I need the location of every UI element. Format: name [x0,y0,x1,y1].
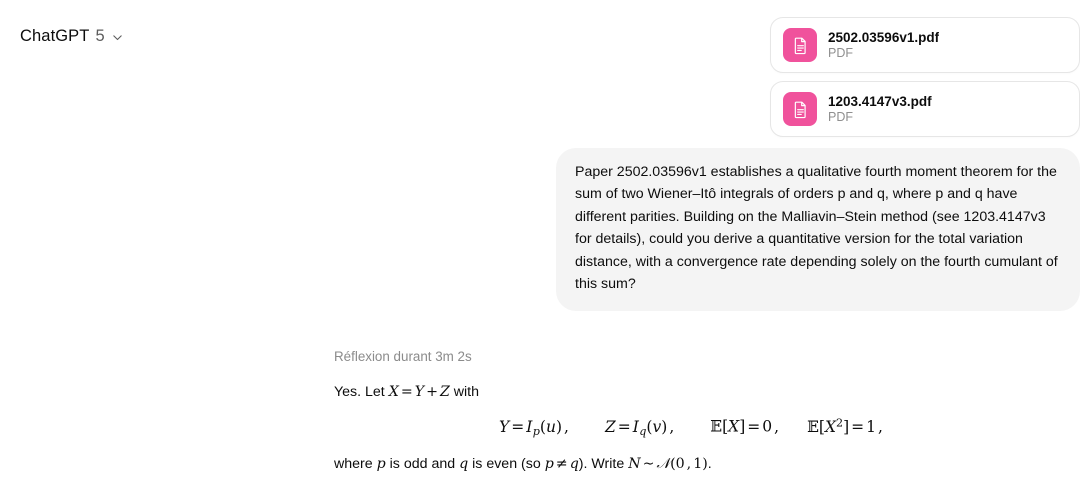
attachment-card[interactable] [770,81,1080,137]
attachment-filename: 2502.03596v1.pdf [828,30,940,45]
model-name-label: ChatGPT [20,26,90,45]
assistant-message [331,349,1050,476]
assistant-paragraph-2 [334,453,1050,476]
assistant-text-period: . [707,456,712,473]
assistant-text-write: ). Write [578,456,625,473]
attachment-list [331,0,1080,137]
inline-math-p-neq-q: p ≠ q [544,456,579,473]
attachment-card[interactable] [770,17,1080,73]
pdf-document-icon [783,28,817,62]
model-switcher-button[interactable] [12,21,131,52]
attachment-filetype: PDF [828,110,853,124]
inline-math-n-normal: N ∼ 𝒩(0 , 1) [628,456,708,473]
inline-math-p: p [376,456,386,473]
display-math-definitions: $Y = I_p(u)$ , $Z = I_q(v)$ , 𝔼[X] = 0 , $𝔼[X^2] = 1$ , [499,416,883,439]
assistant-text-prefix: Yes. Let [334,383,385,400]
user-message-bubble: Paper 2502.03596v1 establishes a qualitative fourth moment theorem for the sum of two Wiener–Itô integrals of orders p and q, where p and q have different parities. Building on the Malliavin–Stein method (see 1203.4147v3 for details), could you derive a quantitative version for the total variation distance, with a convergence rate depending solely on the fourth cumulant of this sum? [556,148,1080,311]
inline-math-x-eq-y-plus-z: X = Y + Z [388,383,450,400]
assistant-text-suffix: with [453,383,480,400]
chevron-down-icon [112,32,123,43]
assistant-text-where: where [334,456,373,473]
attachment-filename: 1203.4147v3.pdf [828,94,932,109]
assistant-text-is-odd: is odd and [389,456,456,473]
conversation-thread [331,0,1080,489]
attachment-meta [828,94,932,124]
assistant-paragraph-1 [334,381,1050,404]
attachment-filetype: PDF [828,46,853,60]
user-message-row [331,148,1080,311]
pdf-document-icon [783,92,817,126]
model-version-label: 5 [95,26,105,45]
inline-math-q: q [459,456,469,473]
attachment-meta [828,30,939,60]
reasoning-duration-label[interactable]: Réflexion durant 3m 2s [334,348,472,364]
top-bar [0,0,131,72]
assistant-text-is-even: is even (so [472,456,541,473]
